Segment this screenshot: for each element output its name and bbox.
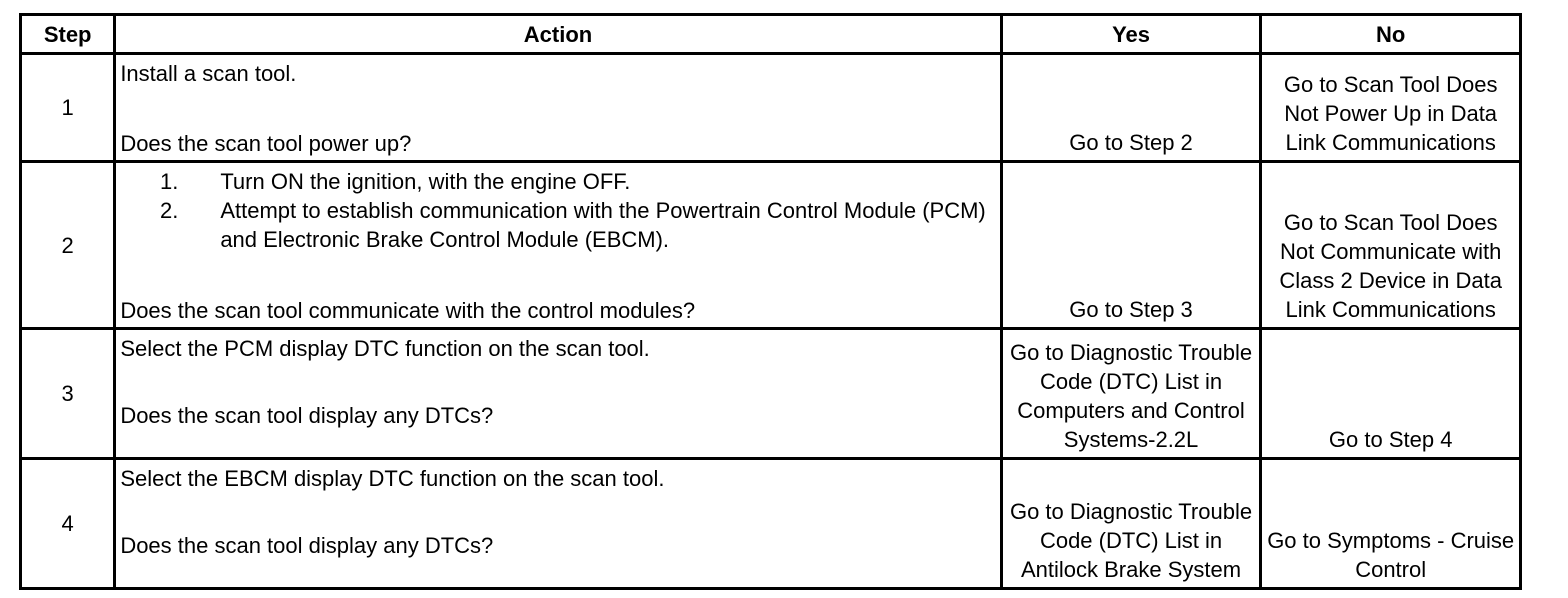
action-text: Select the PCM display DTC function on the scan tool. [120,336,650,361]
list-item-text: Attempt to establish communication with the Powertrain Control Module (PCM) and Electronic Brake Control Module (EBCM). [220,198,986,252]
step-number: 2 [21,162,115,329]
header-action: Action [115,15,1001,54]
table-row [21,162,1521,329]
yes-result: Go to Step 2 [1001,54,1261,162]
action-question: Does the scan tool display any DTCs? [120,533,494,558]
list-item-number: 1. [159,169,179,194]
header-no: No [1261,15,1521,54]
yes-result: Go to Diagnostic Trouble Code (DTC) List in Antilock Brake System [1001,459,1261,589]
action-cell [115,459,1001,589]
no-result: Go to Step 4 [1261,329,1521,459]
list-item-number: 2. [159,198,179,223]
no-result: Go to Scan Tool Does Not Communicate with Class 2 Device in Data Link Communications [1261,162,1521,329]
header-step: Step [21,15,115,54]
action-question: Does the scan tool power up? [120,131,412,156]
yes-result: Go to Diagnostic Trouble Code (DTC) List in Computers and Control Systems-2.2L [1001,329,1261,459]
header-yes: Yes [1001,15,1261,54]
action-cell [115,54,1001,162]
no-result: Go to Symptoms - Cruise Control [1261,459,1521,589]
table-row [21,459,1521,589]
action-text: Install a scan tool. [120,61,297,86]
action-question: Does the scan tool communicate with the control modules? [120,298,696,323]
no-result: Go to Scan Tool Does Not Power Up in Data Link Communications [1261,54,1521,162]
diagnostic-table [19,13,1522,590]
table-row [21,329,1521,459]
action-text: Select the EBCM display DTC function on the scan tool. [120,466,665,491]
list-item [120,167,995,196]
table-row [21,54,1521,162]
action-cell [115,329,1001,459]
list-item [120,196,995,254]
action-question: Does the scan tool display any DTCs? [120,403,494,428]
yes-result: Go to Step 3 [1001,162,1261,329]
list-item-text: Turn ON the ignition, with the engine OFF. [220,169,631,194]
action-list [120,167,995,254]
table-header-row [21,15,1521,54]
step-number: 3 [21,329,115,459]
action-cell [115,162,1001,329]
step-number: 4 [21,459,115,589]
step-number: 1 [21,54,115,162]
